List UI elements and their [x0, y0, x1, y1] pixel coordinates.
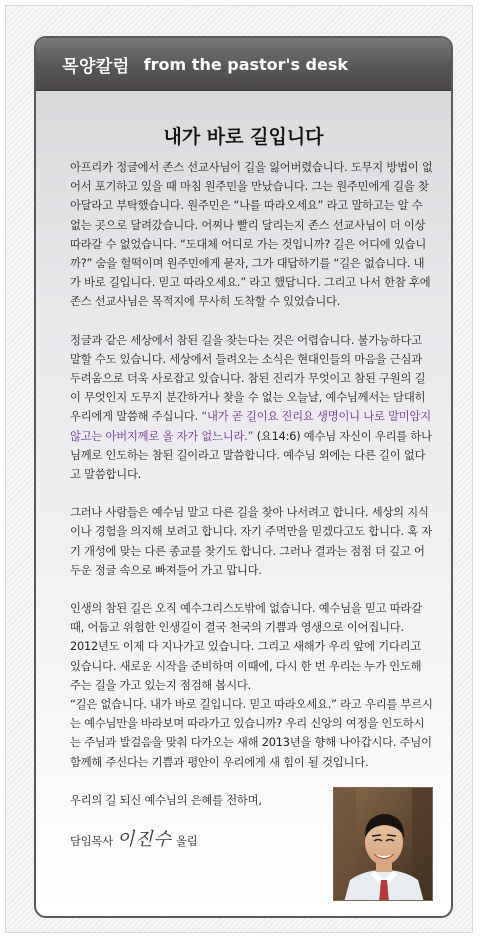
article-body	[70, 158, 434, 851]
paragraph-2	[70, 331, 434, 485]
signature-role: 담임목사	[70, 835, 113, 849]
paragraph-2-intro: 정글과 같은 세상에서 참된 길을 찾는다는 것은 어렵습니다. 불가능하다고 말할 수도 있습니다. 세상에서 들려오는 소식은 현대인들의 마음을 근심과 두려움으로 더욱 사로잡고 있습니다. 참된 진리가 무엇이고 참된 구원의 길이 무엇인지 도무지 분간하거나 찾을 수 없는 오늘날, 예수님께서는 담대히 우리에게 말씀해 주십니다.	[70, 333, 426, 424]
bible-quote: “내가 곧 길이요 진리요 생명이니 나로 말미암지 않고는 아버지께로 올 자가 없느니라.”	[70, 410, 431, 443]
page-frame	[5, 5, 473, 933]
paragraph-5: “길은 없습니다. 내가 바로 길입니다. 믿고 따라오세요.” 라고 우리를 부르시는 예수님만을 바라보며 따라가고 있습니까? 우리 신앙의 여정을 인도하시는 주님과 발걸음을 맞춰 다가오는 새해 2013년을 향해 나아갑시다. 주님이 함께해 주신다는 기쁨과 평안이 우리에게 새 힘이 될 것입니다.	[70, 698, 433, 769]
paragraph-3: 그러나 사람들은 예수님 말고 다른 길을 찾아 나서려고 합니다. 세상의 지식이나 경험을 의지해 보려고 합니다. 자기 주먹만을 믿겠다고도 합니다. 혹 자기 개성에 맞는 다른 종교를 찾기도 합니다. 그러나 결과는 점점 더 깊고 어두운 정글 속으로 빠져들어 가고 맙니다.	[70, 506, 433, 577]
signature-suffix: 올림	[176, 835, 198, 849]
closing-line: 우리의 길 되신 예수님의 은혜를 전하며,	[70, 793, 262, 807]
header-korean-title: 목양칼럼	[62, 56, 130, 77]
pastor-photo	[333, 787, 433, 901]
paragraph-1: 아프리카 정글에서 존스 선교사님이 길을 잃어버렸습니다. 도무지 방법이 없어서 포기하고 있을 때 마침 원주민을 만났습니다. 그는 원주민에게 길을 찾아달라고 부탁했습니다. 원주민은 “나를 따라오세요” 라고 말하고는 알 수 없는 곳으로 달려갔습니다. 어찌나 빨리 달리는지 존스 선교사님이 더 이상 따라갈 수 없었습니다. “도대체 어디로 가는 것입니까? 길은 어디에 있습니까?” 숨을 헐떡이며 원주민에게 묻자, 그가 대답하기를 “길은 없습니다. 내가 바로 길입니다. 믿고 따라오세요.” 라고 했답니다. 그리고 나서 한참 후에 존스 선교사님은 목적지에 무사히 도착할 수 있었습니다.	[70, 161, 433, 309]
column-header	[36, 38, 451, 91]
paragraph-2-outro: (요14:6) 예수님 자신이 우리를 하나님께로 인도하는 참된 길이라고 말씀합니다. 예수님 외에는 다른 길이 없다고 말씀합니다.	[70, 429, 432, 482]
signature-name: 이진수	[116, 829, 173, 851]
article-title: 내가 바로 길입니다	[163, 126, 324, 148]
header-english-title: from the pastor's desk	[143, 54, 349, 74]
column-panel	[34, 36, 453, 918]
paragraph-4: 인생의 참된 길은 오직 예수그리스도밖에 없습니다. 예수님을 믿고 따라갈 때, 어둡고 위험한 인생길이 결국 천국의 기쁨과 영생으로 이어집니다. 2012년도 이제 다 지나가고 있습니다. 그리고 새해가 우리 앞에 기다리고 있습니다. 새로운 시작을 준비하며 이때에, 다시 한 번 우리는 누가 인도해 주는 길을 가고 있는지 점검해 봅시다.	[70, 602, 422, 692]
